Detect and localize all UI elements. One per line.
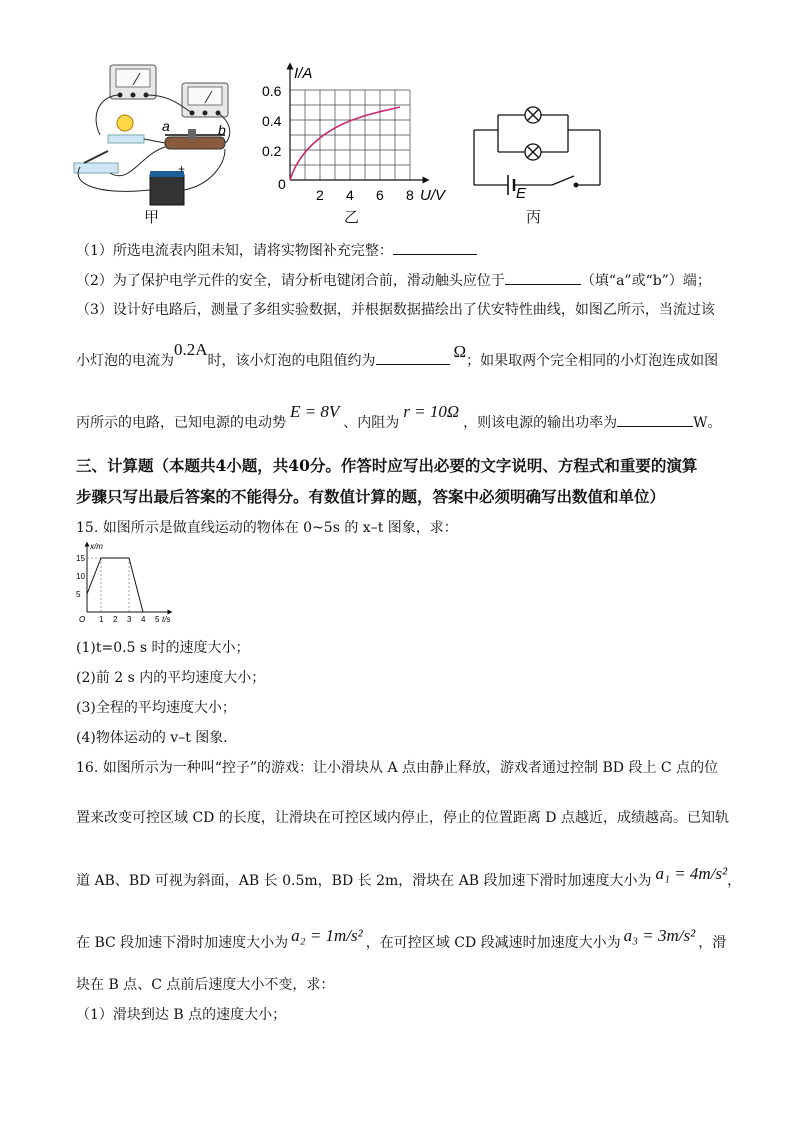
q16-part1: （1）滑块到达 B 点的速度大小； [76,1007,287,1023]
answer-blank[interactable] [393,240,477,255]
xt-ytick: 5 [76,590,81,599]
yi-xtick: 4 [346,187,354,203]
yi-origin: 0 [278,176,286,192]
q14-part3-line1: （3）设计好电路后，测量了多组实验数据，并根据数据描绘出了伏安特性曲线，如图乙所示，当流过该 [76,302,715,318]
yi-xtick: 2 [316,187,324,203]
q15-part3: (3)全程的平均速度大小； [76,700,236,716]
xt-xlabel: t/s [162,615,171,624]
caption-bing: 丙 [526,208,542,226]
yi-xtick: 8 [406,187,414,203]
xt-xtick: 1 [99,615,104,624]
circuit-photo [70,55,240,225]
q16-line1: 16. 如图所示为一种叫“控子”的游戏：让小滑块从 A 点由静止释放，游戏者通过控制 BD 段上 C 点的位 [76,760,719,776]
iu-curve [290,107,400,180]
yi-ytick: 0.4 [262,113,282,129]
answer-blank[interactable] [505,270,581,285]
emf-value: E = 8V [290,402,340,421]
ohm-unit: Ω [453,342,467,361]
xt-chart [74,540,174,624]
a3-value: a₃ = 3m/s² [623,926,696,945]
a1-value: a₁ = 4m/s² [655,864,728,883]
q14-part2: （2）为了保护电学元件的安全，请分析电键闭合前，滑动触头应位于 （填“a”或“b”）端； [76,270,711,291]
yi-xtick: 6 [376,187,384,203]
q15-part4: (4)物体运动的 v–t 图象． [76,730,238,746]
q14-part1: （1）所选电流表内阻未知，请将实物图补充完整： [76,240,477,261]
section3-heading-line2: 步骤只写出最后答案的不能得分。有数值计算的题，答案中必须明确写出数值和单位） [76,487,666,506]
caption-yi: 乙 [344,208,360,226]
xt-xtick: 2 [113,615,118,624]
q16-line5: 块在 B 点、C 点前后速度大小不变，求： [76,977,335,993]
q16-line2: 置来改变可控区域 CD 的长度，让滑块在可控区域内停止，停止的位置距离 D 点越近，成绩越高。已知轨 [76,810,729,826]
xt-ylabel: x/m [90,542,103,551]
label-a: a [162,118,170,134]
yi-ylabel: I/A [294,65,313,82]
current-value: 0.2A [174,340,208,359]
q15-xt-graph [74,540,174,624]
label-E: E [516,185,527,200]
answer-blank[interactable] [376,350,450,365]
a2-value: a₂ = 1m/s² [291,926,363,945]
xt-ytick: 15 [76,554,85,563]
yi-ytick: 0.6 [262,83,282,99]
caption-jia: 甲 [144,208,160,226]
q14-part3-line3: 丙所示的电路，已知电源的电动势E = 8V、内阻为r = 10Ω，则该电源的输出功率为 W。 [76,402,722,431]
xt-origin: O [79,615,86,624]
xt-series-line [87,558,157,612]
q15-part1: (1)t=0.5 s 时的速度大小； [76,640,250,656]
iu-graph [258,58,458,208]
figure-jia [70,55,240,225]
xt-xtick: 3 [127,615,132,624]
xt-xtick: 5 [155,615,160,624]
label-b: b [218,122,226,138]
yi-ytick: 0.2 [262,143,282,159]
q15-part2: (2)前 2 s 内的平均速度大小； [76,670,266,686]
yi-xlabel: U/V [420,187,446,204]
xt-xtick: 4 [141,615,146,624]
circuit-diagram [470,90,610,200]
q16-line3: 道 AB、BD 可视为斜面，AB 长 0.5m，BD 长 2m，滑块在 AB 段加速下滑时加速度大小为 a₁ = 4m/s²， [76,864,742,889]
figure-yi [258,58,458,208]
resistance-value: r = 10Ω [403,402,460,421]
q15-stem: 15. 如图所示是做直线运动的物体在 0~5s 的 x–t 图象，求： [76,520,458,536]
answer-blank[interactable] [617,412,693,427]
figure-bing [470,90,610,200]
section3-heading-line1: 三、计算题（本题共4小题，共40分。作答时应写出必要的文字说明、方程式和重要的演算 [76,456,698,475]
label-plus: + [178,162,186,176]
q16-line4: 在 BC 段加速下滑时加速度大小为 a₂ = 1m/s² ，在可控区域 CD 段减速时加速度大小为 a₃ = 3m/s² ，滑 [76,926,727,951]
xt-ytick: 10 [76,572,85,581]
q14-part3-line2: 小灯泡的电流为0.2A时，该小灯泡的电阻值约为 Ω；如果取两个完全相同的小灯泡连成如图 [76,340,719,369]
